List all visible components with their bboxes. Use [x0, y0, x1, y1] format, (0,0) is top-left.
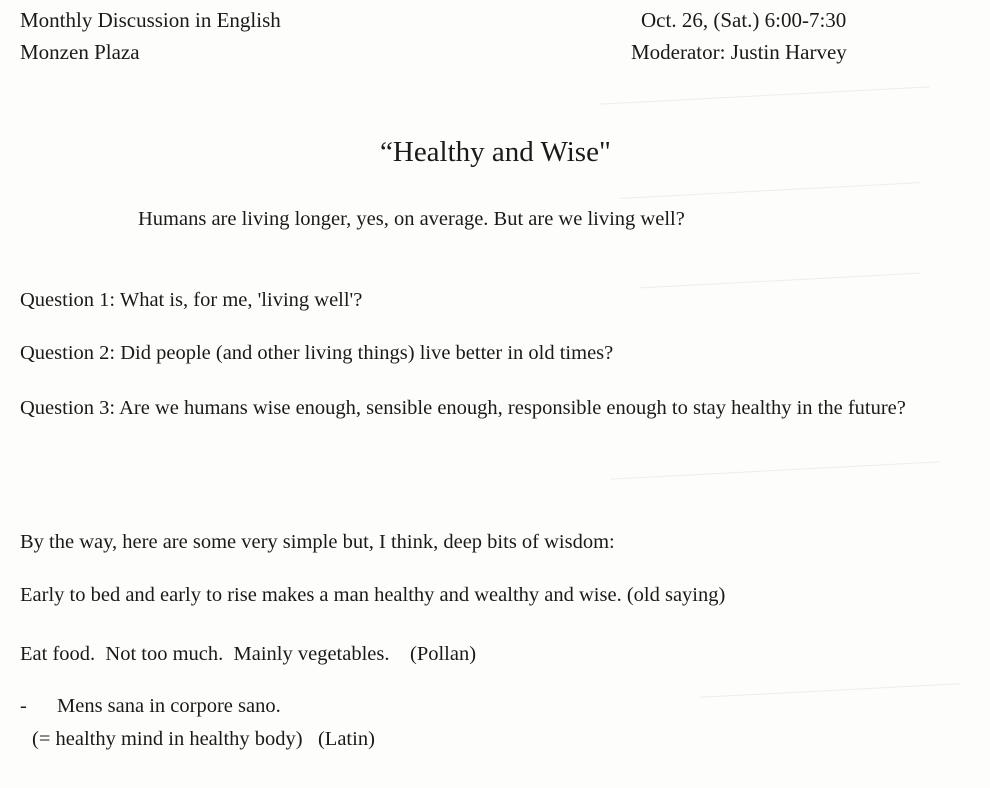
wisdom-lead: By the way, here are some very simple but, I think, deep bits of wisdom:: [20, 531, 615, 553]
saying-2: Eat food. Not too much. Mainly vegetables. (Pollan): [20, 643, 477, 665]
header-event-name: Monthly Discussion in English: [20, 8, 281, 32]
header-date-time: Oct. 26, (Sat.) 6:00-7:30: [641, 8, 847, 32]
bleed-through-mark: [600, 86, 930, 104]
bleed-through-mark: [640, 273, 920, 289]
bleed-through-mark: [620, 182, 920, 199]
bleed-through-mark: [610, 461, 940, 479]
saying-3-translation: (= healthy mind in healthy body) (Latin): [32, 728, 375, 750]
page-title: “Healthy and Wise": [380, 136, 611, 168]
intro-text: Humans are living longer, yes, on average. But are we living well?: [138, 208, 685, 230]
question-1: Question 1: What is, for me, 'living well'?: [20, 289, 363, 311]
saying-1: Early to bed and early to rise makes a man healthy and wealthy and wise. (old saying): [20, 584, 726, 606]
bleed-through-mark: [700, 683, 960, 698]
header-venue: Monzen Plaza: [20, 40, 140, 64]
question-3: Question 3: Are we humans wise enough, sensible enough, responsible enough to stay healthy in the future?: [20, 397, 906, 419]
header-moderator: Moderator: Justin Harvey: [631, 40, 847, 64]
question-2: Question 2: Did people (and other living things) live better in old times?: [20, 342, 614, 364]
bullet-dash: -: [20, 695, 27, 717]
saying-3: Mens sana in corpore sano.: [57, 695, 281, 717]
